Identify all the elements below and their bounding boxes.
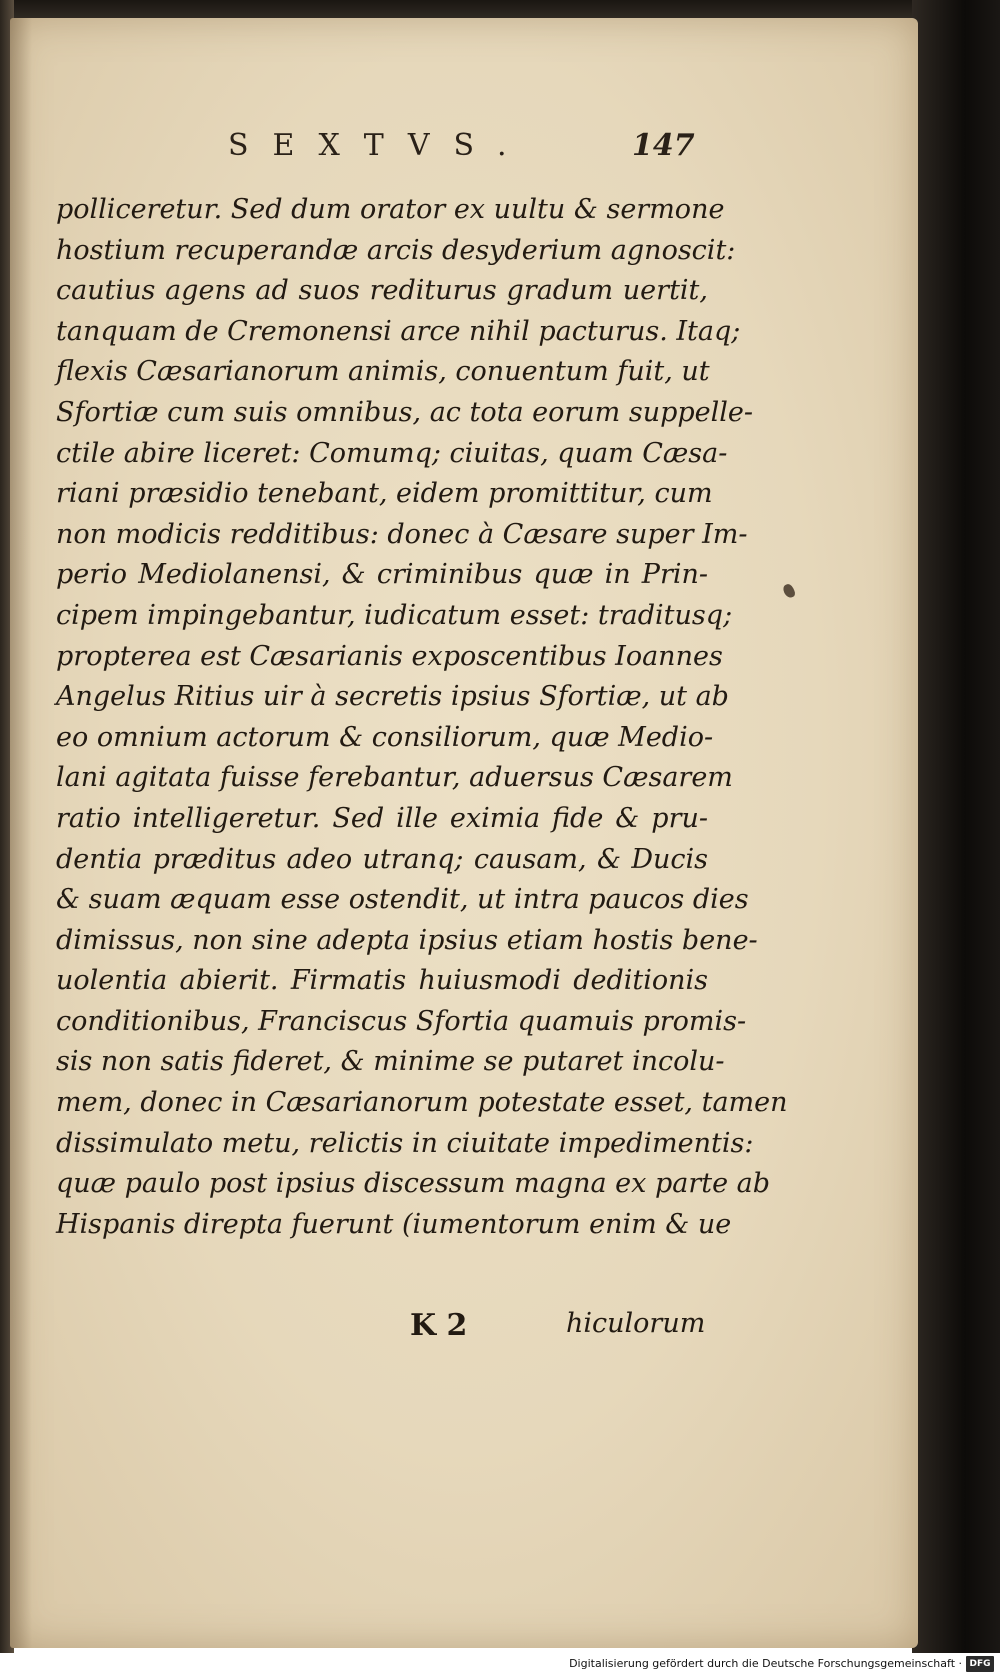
page-footer: [0, 1308, 930, 1348]
text-line: dissimulato metu, relictis in ciuitate impedimentis:: [56, 1127, 754, 1159]
text-line: ratio intelligeretur. Sed ille eximia fide & pru-: [56, 802, 708, 834]
text-line: dimissus, non sine adepta ipsius etiam hostis bene-: [56, 924, 758, 956]
running-head: SEXTVS.: [228, 128, 531, 163]
page-gutter-shadow: [10, 18, 32, 1648]
text-line: Angelus Ritius uir à secretis ipsius Sfortiæ, ut ab: [56, 681, 729, 713]
text-line: riani præsidio tenebant, eidem promittitur, cum: [56, 478, 713, 510]
text-line: ctile abire liceret: Comumq; ciuitas, quam Cæsa-: [56, 437, 728, 469]
text-line: hostium recuperandæ arcis desyderium agnoscit:: [56, 234, 736, 266]
catchword: hiculorum: [566, 1308, 706, 1339]
text-line: lani agitata fuisse ferebantur, aduersus Cæsarem: [56, 762, 733, 794]
text-line: tanquam de Cremonensi arce nihil pacturus. Itaq;: [56, 315, 741, 347]
text-line: uolentia abierit. Firmatis huiusmodi deditionis: [56, 965, 708, 997]
dfg-logo: DFG: [966, 1656, 994, 1672]
page-number: 147: [632, 128, 695, 163]
text-line: & suam æquam esse ostendit, ut intra paucos dies: [56, 884, 749, 916]
text-line: dentia præditus adeo utranq; causam, & Ducis: [56, 843, 708, 875]
text-line: cipem impingebantur, iudicatum esset: traditusq;: [56, 599, 733, 631]
text-line: Hispanis direpta fuerunt (iumentorum enim & ue: [56, 1208, 732, 1240]
page-header: [0, 128, 930, 172]
text-line: flexis Cæsarianorum animis, conuentum fuit, ut: [56, 356, 710, 388]
text-line: eo omnium actorum & consiliorum, quæ Medio-: [56, 721, 714, 753]
text-line: perio Mediolanensi, & criminibus quæ in Prin-: [56, 559, 708, 591]
text-line: propterea est Cæsarianis exposcentibus Ioannes: [56, 640, 723, 672]
text-line: quæ paulo post ipsius discessum magna ex parte ab: [56, 1168, 771, 1200]
text-line: mem, donec in Cæsarianorum potestate esset, tamen: [56, 1087, 788, 1119]
credit-bar: [0, 1653, 1000, 1677]
text-line: cautius agens ad suos rediturus gradum uertit,: [56, 275, 708, 307]
text-line: sis non satis fideret, & minime se putaret incolu-: [56, 1046, 725, 1078]
funding-credit: Digitalisierung gefördert durch die Deutsche Forschungsgemeinschaft ·: [569, 1657, 962, 1670]
text-line: non modicis redditibus: donec à Cæsare super Im-: [56, 518, 748, 550]
text-line: Sfortiæ cum suis omnibus, ac tota eorum suppelle-: [56, 396, 754, 428]
text-line: polliceretur. Sed dum orator ex uultu & sermone: [56, 194, 725, 225]
text-line: conditionibus, Franciscus Sfortia quamuis promis-: [56, 1005, 747, 1037]
body-text: [56, 190, 788, 1245]
scan-right-edge: [912, 0, 1000, 1677]
signature-mark: K 2: [410, 1308, 468, 1343]
